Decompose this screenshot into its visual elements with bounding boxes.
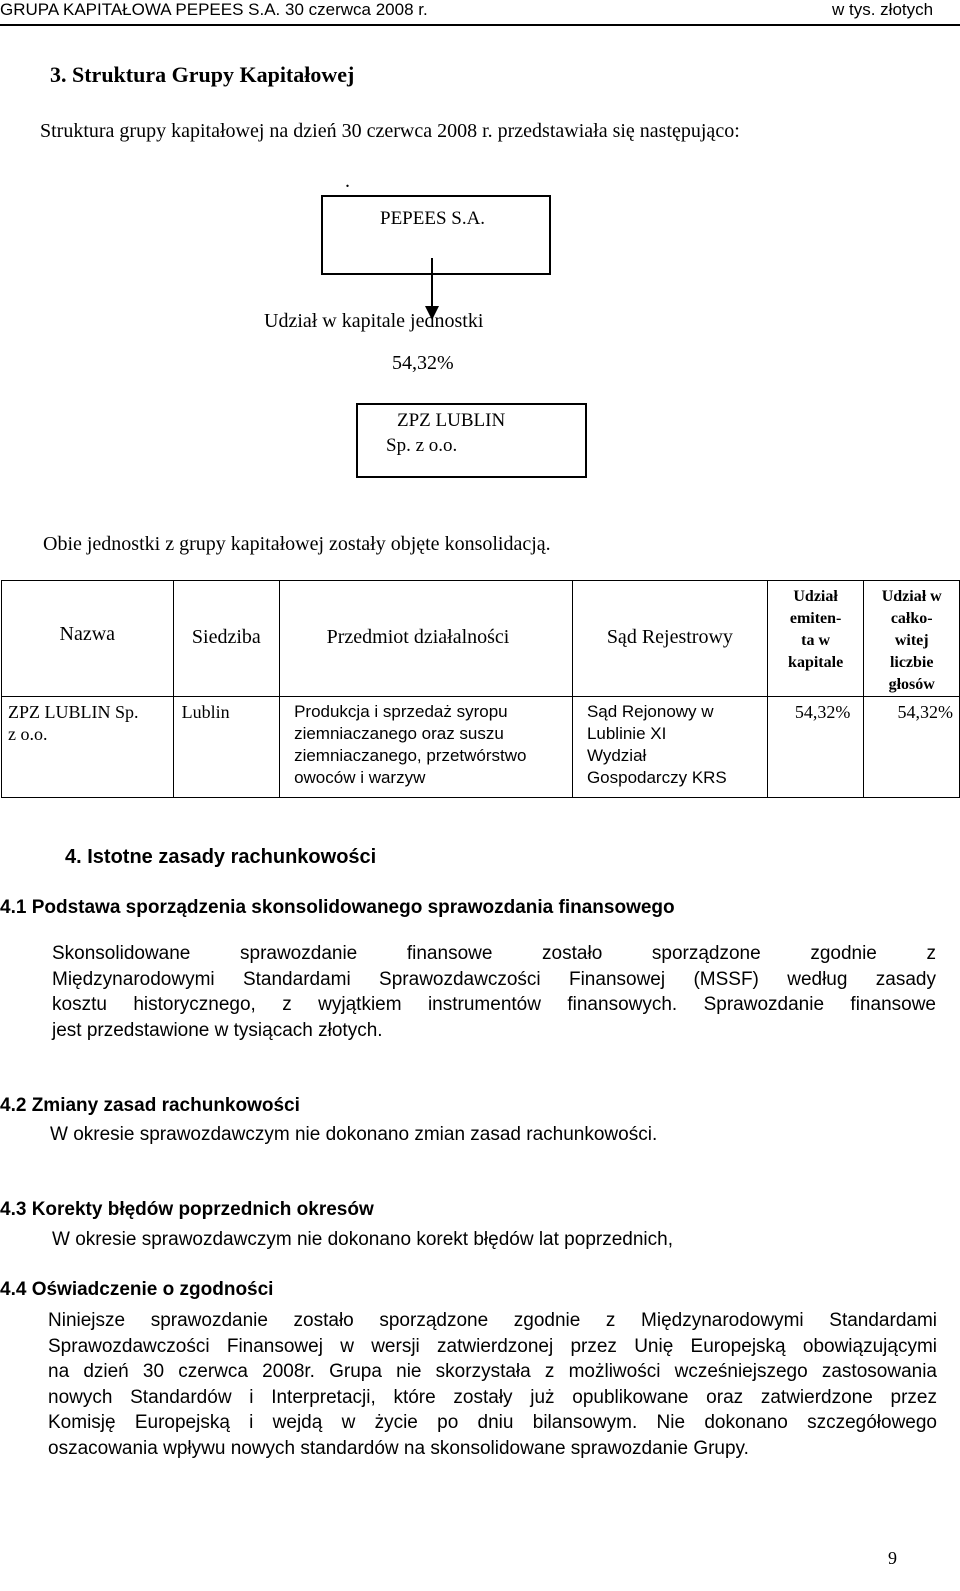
section-4-1-line: Międzynarodowymi Standardami Sprawozdawczości Finansowej (MSSF) według zasady (52, 968, 936, 990)
cell-seat: Lublin (173, 697, 279, 798)
header-divider (0, 24, 960, 26)
section-4-4-line: na dzień 30 czerwca 2008r. Grupa nie skorzystała z możliwości wcześniejszego zastosowania (48, 1361, 937, 1382)
section-4-4-line: nowych Standardów i Interpretacji, które zostały już opublikowane oraz zatwierdzone przez (48, 1386, 937, 1408)
section-4-title: 4. Istotne zasady rachunkowości (65, 846, 377, 868)
col-header-activity: Przedmiot działalności (280, 581, 573, 697)
share-label: Udział w kapitale jednostki (264, 310, 484, 332)
section-4-1-title: 4.1 Podstawa sporządzenia skonsolidowanego sprawozdania finansowego (0, 897, 675, 918)
page-number: 9 (888, 1548, 897, 1568)
ownership-arrow-line (431, 258, 433, 308)
cell-capital-share: 54,32% (767, 697, 864, 798)
section-4-4-line: Niniejsze sprawozdanie zostało sporządzone zgodnie z Międzynarodowymi Standardami (48, 1310, 937, 1331)
col-header-seat: Siedziba (173, 581, 279, 697)
cell-votes-share: 54,32% (864, 697, 960, 798)
section-4-3-body: W okresie sprawozdawczym nie dokonano korekt błędów lat poprzednich, (52, 1229, 673, 1250)
section-4-4-line: Komisję Europejską i wejdą w życie po dniu bilansowym. Nie dokonano szczegółowego (48, 1412, 937, 1433)
section-4-4-line: Sprawozdawczości Finansowej w wersji zatwierdzonej przez Unię Europejską obowiązującymi (48, 1335, 937, 1357)
header-units: w tys. złotych (832, 0, 934, 19)
parent-company-box (321, 195, 551, 275)
section-4-2-body: W okresie sprawozdawczym nie dokonano zmian zasad rachunkowości. (50, 1124, 658, 1145)
table-row (2, 697, 960, 798)
section-4-1-body (52, 941, 936, 1043)
table-header-row (2, 581, 960, 697)
header-title: GRUPA KAPITAŁOWA PEPEES S.A. 30 czerwca 2008 r. (0, 0, 428, 19)
section-4-4-title: 4.4 Oświadczenie o zgodności (0, 1279, 274, 1300)
stray-dot: . (345, 170, 350, 192)
consolidation-note: Obie jednostki z grupy kapitałowej zostały objęte konsolidacją. (43, 533, 551, 555)
section-4-1-line: kosztu historycznego, z wyjątkiem instrumentów finansowych. Sprawozdanie finansowe (52, 994, 936, 1015)
col-header-name: Nazwa (2, 581, 174, 697)
group-structure-table (1, 580, 960, 798)
parent-company-name: PEPEES S.A. (380, 208, 486, 229)
section-4-4-body (48, 1308, 937, 1461)
col-header-court: Sąd Rejestrowy (572, 581, 767, 697)
cell-name: ZPZ LUBLIN Sp. z o.o. (2, 697, 174, 798)
col-header-capital-share: Udział emiten- ta w kapitale (767, 581, 864, 697)
section-4-2-title: 4.2 Zmiany zasad rachunkowości (0, 1095, 300, 1116)
section-4-4-line: oszacowania wpływu nowych standardów na skonsolidowane sprawozdanie Grupy. (48, 1437, 749, 1459)
col-header-votes-share: Udział w całko- witej liczbie głosów (864, 581, 960, 697)
section-4-1-line: jest przedstawione w tysiącach złotych. (52, 1019, 383, 1041)
subsidiary-name-line1: ZPZ LUBLIN (397, 410, 506, 431)
cell-court: Sąd Rejonowy w Lublinie XI Wydział Gospodarczy KRS (572, 697, 767, 798)
section-3-intro: Struktura grupy kapitałowej na dzień 30 czerwca 2008 r. przedstawiała się następująco: (40, 120, 740, 142)
section-4-3-title: 4.3 Korekty błędów poprzednich okresów (0, 1199, 374, 1220)
section-3-title: 3. Struktura Grupy Kapitałowej (50, 62, 355, 87)
cell-activity: Produkcja i sprzedaż syropu ziemniaczanego oraz suszu ziemniaczanego, przetwórstwo owoców i warzyw (280, 697, 573, 798)
section-4-1-line: Skonsolidowane sprawozdanie finansowe zostało sporządzone zgodnie z (52, 943, 936, 964)
share-value: 54,32% (392, 352, 454, 374)
subsidiary-name-line2: Sp. z o.o. (386, 435, 458, 456)
